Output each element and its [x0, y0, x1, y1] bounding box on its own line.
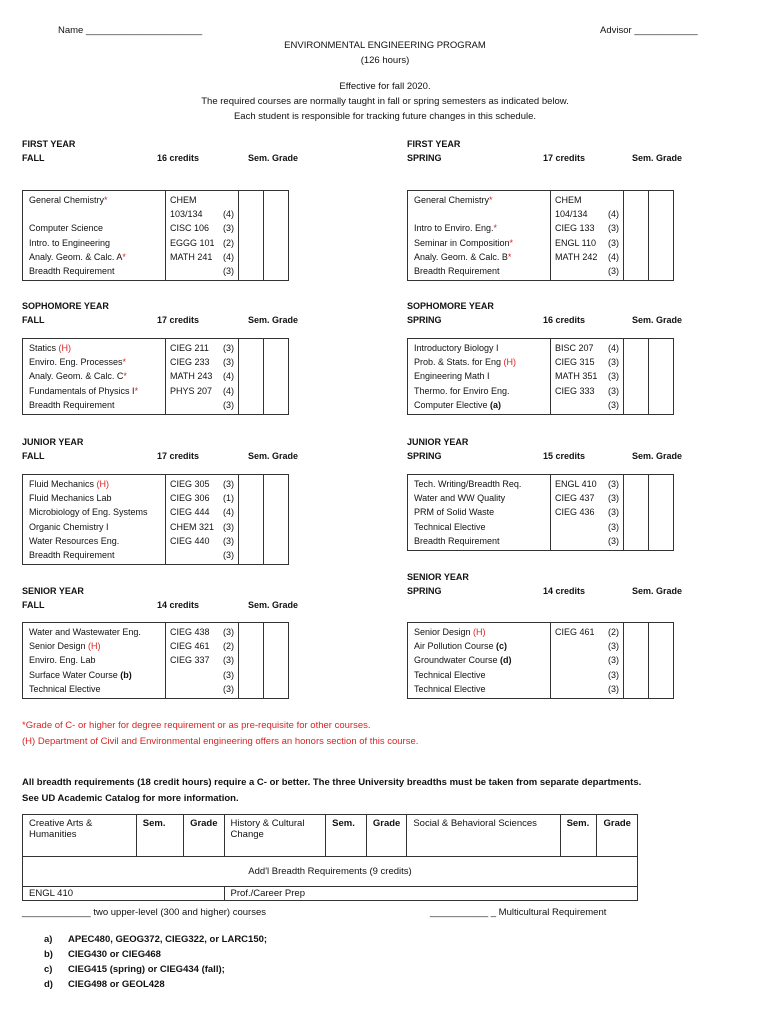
year-label: SOPHOMORE YEAR — [22, 301, 109, 311]
credits-label: 17 credits — [543, 153, 586, 163]
program-title: ENVIRONMENTAL ENGINEERING PROGRAM — [284, 40, 486, 51]
course-code: ENGL 410 (3) — [555, 479, 619, 489]
name-field-label: Name ______________________ — [58, 25, 203, 36]
credits-label: 16 credits — [543, 315, 586, 325]
course-code: (3) — [608, 521, 619, 532]
sem-cell[interactable] — [624, 339, 649, 415]
breadth-requirement-note: All breadth requirements (18 credit hours) require a C- or better. The three University breadths must be taken from separate departments. — [22, 777, 642, 788]
footnote-item: a) APEC480, GEOG372, CIEG322, or LARC150; — [44, 934, 268, 945]
term-label: SPRING — [407, 451, 442, 461]
sem-header: Sem. — [136, 815, 183, 857]
course-mark: (a) — [487, 399, 502, 410]
course-names — [23, 475, 166, 565]
grade-cell[interactable] — [649, 475, 674, 551]
course-name: Analy. Geom. & Calc. C* — [29, 371, 127, 382]
course-name: Technical Elective — [29, 683, 101, 694]
breadth-table — [22, 814, 638, 901]
course-code: EGGG 101 (2) — [170, 237, 234, 248]
course-code: 104/134 (4) — [555, 209, 619, 220]
grade-cell[interactable] — [649, 339, 674, 415]
course-code: CIEG 437 (3) — [555, 493, 619, 504]
sem-header: Sem. — [560, 815, 597, 857]
course-code: (3) — [608, 669, 619, 680]
course-code: CIEG 133 (3) — [555, 223, 619, 234]
course-name: General Chemistry* — [414, 195, 493, 205]
course-table-sr-spring — [407, 622, 674, 699]
course-code: (3) — [223, 265, 234, 276]
course-mark: (H) — [470, 627, 486, 637]
sem-grade-header: Sem. Grade — [632, 315, 683, 325]
term-label: SPRING — [407, 153, 442, 163]
term-label: FALL — [22, 600, 45, 610]
sem-cell[interactable] — [624, 191, 649, 281]
engl-410-cell: ENGL 410 — [23, 887, 225, 901]
course-name: Intro to Enviro. Eng.* — [414, 223, 498, 234]
course-code: (3) — [608, 399, 619, 410]
term-label: SPRING — [407, 586, 442, 596]
course-name: Seminar in Composition* — [414, 237, 514, 248]
year-label: JUNIOR YEAR — [407, 437, 469, 447]
year-label: SENIOR YEAR — [22, 586, 84, 596]
course-code: CIEG 233 (3) — [170, 357, 234, 368]
history-cell: History & Cultural Change — [224, 815, 326, 857]
footnote-item: d) CIEG498 or GEOL428 — [44, 979, 165, 990]
year-label: SENIOR YEAR — [407, 572, 469, 582]
course-mark: (H) — [56, 343, 72, 353]
course-code: CIEG 211 (3) — [170, 343, 234, 353]
course-name — [29, 207, 161, 221]
course-code: CIEG 440 (3) — [170, 535, 234, 546]
course-name: Introductory Biology I — [414, 343, 499, 353]
course-code: CIEG 305 (3) — [170, 479, 234, 489]
course-name: Microbiology of Eng. Systems — [29, 507, 148, 518]
course-name: Prob. & Stats. for Eng (H) — [414, 357, 517, 368]
course-code: (3) — [608, 655, 619, 666]
upper-level-courses-line: _____________ two upper-level (300 and higher) courses — [22, 907, 267, 918]
effective-date: Effective for fall 2020. — [339, 81, 431, 92]
honors-note: (H) Department of Civil and Environmental engineering offers an honors section of this course. — [22, 736, 419, 747]
social-sciences-cell: Social & Behavioral Sciences — [407, 815, 560, 857]
course-name: Engineering Math I — [414, 371, 490, 382]
term-label: FALL — [22, 315, 45, 325]
term-label: SPRING — [407, 315, 442, 325]
course-table-fy-spring — [407, 190, 674, 281]
course-codes — [166, 339, 239, 415]
course-name: Water and WW Quality — [414, 493, 506, 504]
sem-grade-header: Sem. Grade — [632, 586, 683, 596]
course-code: BISC 207 (4) — [555, 343, 619, 353]
course-name: Surface Water Course (b) — [29, 669, 132, 680]
course-code: CIEG 315 (3) — [555, 357, 619, 368]
year-label: FIRST YEAR — [407, 139, 461, 149]
course-codes — [551, 475, 624, 551]
sem-grade-header: Sem. Grade — [248, 153, 299, 163]
multicultural-requirement-line: ___________ _ Multicultural Requirement — [430, 907, 607, 918]
course-name: General Chemistry* — [29, 195, 108, 205]
course-name: Enviro. Eng. Lab — [29, 655, 96, 666]
course-code: CIEG 461 (2) — [170, 641, 234, 652]
course-code: MATH 241 (4) — [170, 251, 234, 262]
course-name: Computer Elective (a) — [414, 399, 502, 410]
course-code: CIEG 337 (3) — [170, 655, 234, 666]
course-name: Groundwater Course (d) — [414, 655, 512, 666]
course-code: (3) — [223, 399, 234, 410]
credits-label: 14 credits — [543, 586, 586, 596]
course-code: MATH 351 (3) — [555, 371, 619, 382]
term-label: FALL — [22, 153, 45, 163]
course-table-jr-spring — [407, 474, 674, 551]
course-codes — [551, 339, 624, 415]
prof-career-prep-cell: Prof./Career Prep — [224, 887, 637, 901]
course-name: Water and Wastewater Eng. — [29, 627, 141, 637]
course-code: 103/134 (4) — [170, 209, 234, 220]
course-name: Fundamentals of Physics I* — [29, 385, 139, 396]
course-code: (3) — [608, 683, 619, 694]
sem-cell[interactable] — [239, 191, 264, 281]
course-name: Fluid Mechanics Lab — [29, 493, 112, 504]
course-code: (3) — [608, 641, 619, 652]
course-name: Analy. Geom. & Calc. A* — [29, 251, 126, 262]
course-name: Computer Science — [29, 223, 104, 234]
header-note-1: The required courses are normally taught in fall or spring semesters as indicated below. — [201, 96, 569, 107]
course-table-so-spring — [407, 338, 674, 415]
course-table-so-fall — [22, 338, 289, 415]
course-code: (3) — [223, 669, 234, 680]
sem-grade-header: Sem. Grade — [248, 451, 299, 461]
course-mark: * — [123, 371, 127, 382]
course-name: Intro. to Engineering — [29, 237, 111, 248]
sem-grade-header: Sem. Grade — [248, 315, 299, 325]
course-mark: * — [122, 357, 127, 368]
course-code: MATH 243 (4) — [170, 371, 234, 382]
year-label: SOPHOMORE YEAR — [407, 301, 494, 311]
course-name: Fluid Mechanics (H) — [29, 479, 110, 489]
course-code: (3) — [608, 535, 619, 546]
course-codes — [551, 623, 624, 699]
course-name: Statics (H) — [29, 343, 72, 353]
grade-cell[interactable] — [264, 475, 289, 565]
sem-header: Sem. — [326, 815, 367, 857]
course-mark: * — [489, 195, 493, 205]
course-code: MATH 242 (4) — [555, 251, 619, 262]
course-code: (3) — [223, 549, 234, 560]
course-name: Senior Design (H) — [414, 627, 486, 637]
course-name: Water Resources Eng. — [29, 535, 120, 546]
course-name: Air Pollution Course (c) — [414, 641, 508, 652]
creative-arts-cell: Creative Arts & Humanities — [23, 815, 137, 857]
course-code: (3) — [223, 683, 234, 694]
course-mark: (c) — [493, 641, 508, 652]
course-mark: (H) — [85, 641, 101, 652]
course-name: Breadth Requirement — [414, 535, 500, 546]
course-code: CIEG 438 (3) — [170, 627, 234, 637]
credits-label: 17 credits — [157, 315, 200, 325]
course-name — [414, 207, 546, 221]
course-name: Tech. Writing/Breadth Req. — [414, 479, 522, 489]
course-code: CIEG 333 (3) — [555, 385, 619, 396]
grade-cell[interactable] — [649, 191, 674, 281]
course-name: Organic Chemistry I — [29, 521, 109, 532]
course-names — [408, 475, 551, 551]
course-mark: (d) — [497, 655, 512, 666]
sem-grade-header: Sem. Grade — [248, 600, 299, 610]
sem-cell[interactable] — [239, 623, 264, 699]
footnote-item: c) CIEG415 (spring) or CIEG434 (fall); — [44, 964, 225, 975]
grade-header: Grade — [184, 815, 224, 857]
course-codes — [166, 191, 239, 281]
course-code: CIEG 444 (4) — [170, 507, 234, 518]
grade-cell[interactable] — [649, 623, 674, 699]
header-note-2: Each student is responsible for tracking future changes in this schedule. — [233, 111, 537, 122]
course-names — [23, 623, 166, 699]
credits-label: 15 credits — [543, 451, 586, 461]
course-name: Thermo. for Enviro Eng. — [414, 385, 510, 396]
sem-cell[interactable] — [239, 475, 264, 565]
course-name: Senior Design (H) — [29, 641, 101, 652]
course-name: PRM of Solid Waste — [414, 507, 495, 518]
course-code: CHEM — [555, 195, 582, 205]
course-mark: * — [507, 251, 512, 262]
sem-grade-header: Sem. Grade — [632, 451, 683, 461]
course-name: Technical Elective — [414, 521, 486, 532]
sem-cell[interactable] — [624, 623, 649, 699]
grade-note: *Grade of C- or higher for degree requirement or as pre-requisite for other courses. — [22, 720, 371, 731]
course-code: CHEM — [170, 195, 197, 205]
grade-header: Grade — [597, 815, 638, 857]
catalog-note: See UD Academic Catalog for more information. — [22, 793, 239, 804]
course-code: CIEG 461 (2) — [555, 627, 619, 637]
course-table-jr-fall — [22, 474, 289, 565]
year-label: FIRST YEAR — [22, 139, 76, 149]
course-mark: (b) — [117, 669, 132, 680]
grade-cell[interactable] — [264, 339, 289, 415]
course-name: Enviro. Eng. Processes* — [29, 357, 127, 368]
course-name: Breadth Requirement — [29, 549, 115, 560]
grade-header: Grade — [366, 815, 406, 857]
course-name: Technical Elective — [414, 683, 486, 694]
course-names — [408, 623, 551, 699]
addl-breadth-row: Add'l Breadth Requirements (9 credits) — [23, 857, 638, 887]
course-mark: (H) — [501, 357, 517, 368]
course-name: Breadth Requirement — [29, 265, 115, 276]
course-code: PHYS 207 (4) — [170, 385, 234, 396]
course-table-fy-fall — [22, 190, 289, 281]
credits-label: 14 credits — [157, 600, 200, 610]
grade-cell[interactable] — [264, 623, 289, 699]
sem-cell[interactable] — [239, 339, 264, 415]
course-names — [23, 191, 166, 281]
advisor-field-label: Advisor ____________ — [600, 25, 698, 36]
course-codes — [551, 191, 624, 281]
program-hours: (126 hours) — [360, 55, 410, 66]
year-label: JUNIOR YEAR — [22, 437, 84, 447]
course-code: CHEM 321 (3) — [170, 521, 234, 532]
course-mark: * — [122, 251, 126, 262]
course-mark: * — [134, 385, 139, 396]
course-names — [408, 191, 551, 281]
course-table-sr-fall — [22, 622, 289, 699]
course-mark: * — [104, 195, 108, 205]
sem-grade-header: Sem. Grade — [632, 153, 683, 163]
course-codes — [166, 623, 239, 699]
footnote-item: b) CIEG430 or CIEG468 — [44, 949, 161, 960]
course-code: ENGL 110 (3) — [555, 237, 619, 248]
grade-cell[interactable] — [264, 191, 289, 281]
course-mark: * — [509, 237, 514, 248]
sem-cell[interactable] — [624, 475, 649, 551]
course-code: CIEG 306 (1) — [170, 493, 234, 504]
course-names — [408, 339, 551, 415]
course-mark: (H) — [94, 479, 110, 489]
credits-label: 17 credits — [157, 451, 200, 461]
credits-label: 16 credits — [157, 153, 200, 163]
course-code: CISC 106 (3) — [170, 223, 234, 234]
term-label: FALL — [22, 451, 45, 461]
course-codes — [166, 475, 239, 565]
course-name: Analy. Geom. & Calc. B* — [414, 251, 512, 262]
course-name: Breadth Requirement — [414, 265, 500, 276]
course-name: Technical Elective — [414, 669, 486, 680]
course-code: (3) — [608, 265, 619, 276]
course-names — [23, 339, 166, 415]
course-mark: * — [493, 223, 498, 234]
course-name: Breadth Requirement — [29, 399, 115, 410]
course-code: CIEG 436 (3) — [555, 507, 619, 518]
